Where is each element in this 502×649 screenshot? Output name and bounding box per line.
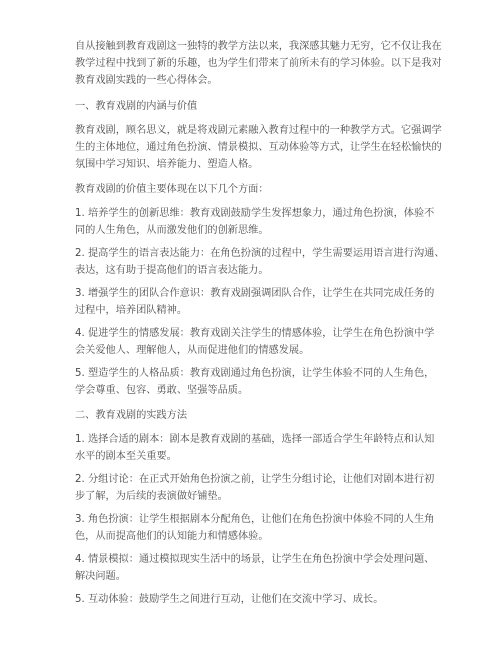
text-line: 教育戏剧，顾名思义，就是将戏剧元素融入教育过程中的一种教学方式。它强调学	[75, 125, 442, 136]
text-line: 3. 增强学生的团队合作意识：教育戏剧强调团队合作，让学生在共同完成任务的	[75, 288, 435, 299]
text-line: 1. 选择合适的剧本：剧本是教育戏剧的基础，选择一部适合学生年龄特点和认知	[75, 434, 435, 445]
text-line: 1. 培养学生的创新思维：教育戏剧鼓励学生发挥想象力，通过角色扮演，体验不	[75, 208, 435, 219]
text-line: 色，从而提高他们的认知能力和情感体验。	[75, 531, 269, 542]
method-item-5	[75, 591, 435, 608]
text-line: 表达，这有助于提高他们的语言表达能力。	[75, 265, 269, 276]
method-item-4	[75, 551, 435, 585]
section1-paragraph	[75, 122, 442, 173]
text-line: 同的人生角色，从而激发他们的创新思维。	[75, 225, 269, 236]
method-item-1	[75, 431, 435, 465]
text-line: 2. 分组讨论：在正式开始角色扮演之前，让学生分组讨论，让他们对剧本进行初	[75, 474, 435, 485]
section-heading-2	[75, 407, 435, 424]
value-item-3	[75, 285, 435, 319]
text-line: 会关爱他人、理解他人，从而促进他们的情感发展。	[75, 345, 310, 356]
heading-text: 二、教育戏剧的实践方法	[75, 409, 188, 421]
value-intro	[75, 181, 435, 198]
text-line: 水平的剧本至关重要。	[75, 451, 177, 462]
text-line: 5. 塑造学生的人格品质：教育戏剧通过角色扮演，让学生体验不同的人生角色，	[75, 368, 435, 379]
text-line: 学会尊重、包容、勇敢、坚强等品质。	[75, 385, 249, 396]
text-line: 5. 互动体验：鼓励学生之间进行互动，让他们在交流中学习、成长。	[75, 594, 384, 605]
intro-paragraph	[75, 38, 442, 89]
document-page	[75, 38, 445, 608]
section-heading-1	[75, 98, 435, 115]
text-line: 自从接触到教育戏剧这一独特的教学方法以来，我深感其魅力无穷，它不仅让我在	[75, 41, 442, 52]
text-line: 教育戏剧的价值主要体现在以下几个方面：	[75, 183, 269, 195]
text-line: 教学过程中找到了新的乐趣，也为学生们带来了前所未有的学习体验。以下是我对	[75, 58, 442, 69]
value-item-2	[75, 245, 445, 279]
heading-text: 一、教育戏剧的内涵与价值	[75, 100, 198, 112]
value-item-1	[75, 205, 435, 239]
text-line: 2. 提高学生的语言表达能力：在角色扮演的过程中，学生需要运用语言进行沟通、	[75, 248, 445, 259]
text-line: 生的主体地位，通过角色扮演、情景模拟、互动体验等方式，让学生在轻松愉快的	[75, 142, 442, 153]
text-line: 步了解，为后续的表演做好铺垫。	[75, 491, 228, 502]
value-item-5	[75, 365, 435, 399]
text-line: 4. 促进学生的情感发展：教育戏剧关注学生的情感体验，让学生在角色扮演中学	[75, 328, 435, 339]
value-item-4	[75, 325, 435, 359]
text-line: 解决问题。	[75, 571, 126, 582]
text-line: 3. 角色扮演：让学生根据剧本分配角色，让他们在角色扮演中体验不同的人生角	[75, 514, 435, 525]
text-line: 教育戏剧实践的一些心得体会。	[75, 75, 218, 86]
text-line: 过程中，培养团队精神。	[75, 305, 188, 316]
method-item-2	[75, 471, 435, 505]
text-line: 氛围中学习知识、培养能力、塑造人格。	[75, 159, 259, 170]
text-line: 4. 情景模拟：通过模拟现实生活中的场景，让学生在角色扮演中学会处理问题、	[75, 554, 435, 565]
method-item-3	[75, 511, 435, 545]
